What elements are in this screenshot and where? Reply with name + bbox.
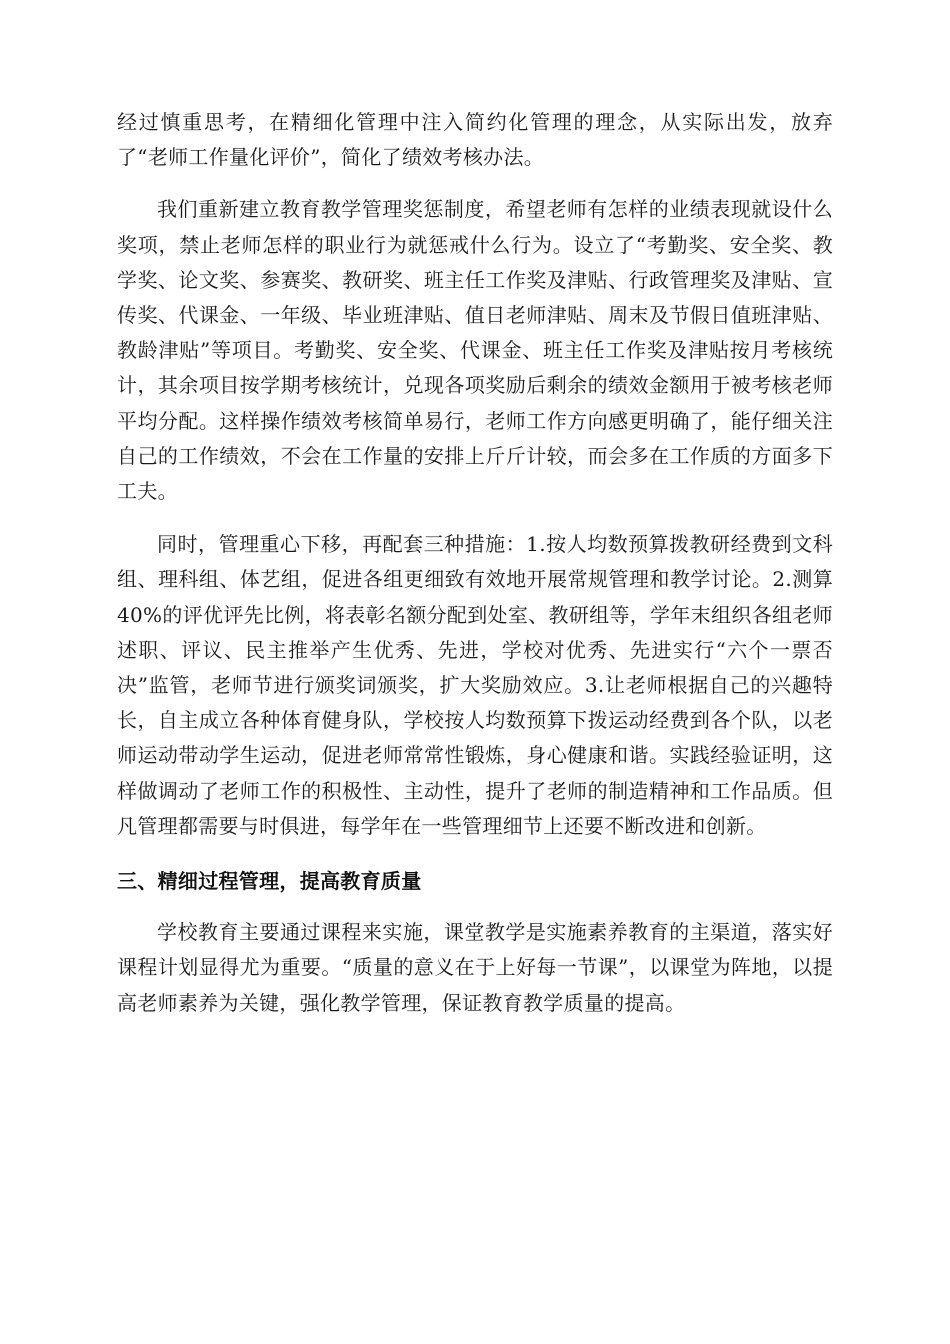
paragraph-reward-system: 我们重新建立教育教学管理奖惩制度，希望老师有怎样的业绩表现就设什么奖项，禁止老师怎样的职业行为就惩戒什么行为。设立了“考勤奖、安全奖、教学奖、论文奖、参赛奖、教研奖、班主任工作奖及津贴、行政管理奖及津贴、宣传奖、代课金、一年级、毕业班津贴、值日老师津贴、周末及节假日值班津贴、教龄津贴”等项目。考勤奖、安全奖、代课金、班主任工作奖及津贴按月考核统计，其余项目按学期考核统计，兑现各项奖励后剩余的绩效金额用于被考核老师平均分配。这样操作绩效考核简单易行，老师工作方向感更明确了，能仔细关注自己的工作绩效，不会在工作量的安排上斤斤计较，而会多在工作质的方面多下工夫。 xyxy=(117,197,833,504)
section-heading: 三、精细过程管理，提高教育质量 xyxy=(117,869,422,894)
paragraph-management-measures: 同时，管理重心下移，再配套三种措施：1.按人均数预算拨教研经费到文科组、理科组、体艺组，促进各组更细致有效地开展常规管理和教学讨论。2.测算40%的评优评先比例，将表彰名额分配到处室、教研组等，学年末组织各组老师述职、评议、民主推举产生优秀、先进，学校对优秀、先进实行“六个一票否决”监管，老师节进行颁奖词颁奖，扩大奖励效应。3.让老师根据自己的兴趣特长，自主成立各种体育健身队，学校按人均数预算下拨运动经费到各个队，以老师运动带动学生运动，促进老师常常性锻炼，身心健康和谐。实践经验证明，这样做调动了老师工作的积极性、主动性，提升了老师的制造精神和工作品质。但凡管理都需要与时俱进，每学年在一些管理细节上还要不断改进和创新。 xyxy=(117,532,833,838)
paragraph-continuation: 经过慎重思考，在精细化管理中注入简约化管理的理念，从实际出发，放弃了“老师工作量化评价”，简化了绩效考核办法。 xyxy=(117,110,833,170)
paragraph-curriculum: 学校教育主要通过课程来实施，课堂教学是实施素养教育的主渠道，落实好课程计划显得尤为重要。“质量的意义在于上好每一节课”，以课堂为阵地，以提高老师素养为关键，强化教学管理，保证教育教学质量的提高。 xyxy=(117,920,833,1015)
document-body xyxy=(117,105,833,1021)
